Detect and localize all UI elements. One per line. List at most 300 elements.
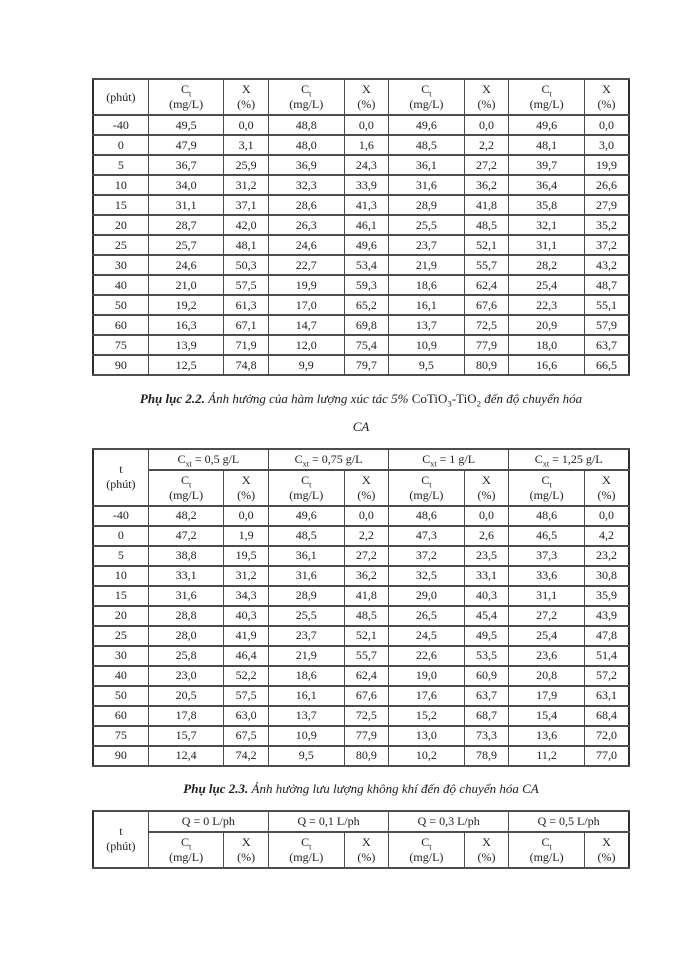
- table-cell: 80,9: [464, 355, 509, 375]
- table-cell: 5: [93, 155, 148, 175]
- table-phu-luc-2-2: [92, 448, 630, 767]
- table-cell: 67,6: [344, 686, 389, 706]
- table-cell: 48,2: [148, 506, 224, 526]
- table-cell: 19,2: [148, 295, 224, 315]
- header-cell: $C_{xt} = 0,75$ g/L: [268, 449, 388, 470]
- table-cell: 24,3: [344, 155, 389, 175]
- table-cell: 50: [93, 295, 148, 315]
- table-row: [93, 686, 629, 706]
- table-cell: 31,2: [224, 175, 269, 195]
- table-cell: 15: [93, 195, 148, 215]
- table-cell: 3,0: [584, 135, 629, 155]
- caption-line: CA: [352, 419, 370, 435]
- table-cell: 25,9: [224, 155, 269, 175]
- table-cell: 48,6: [509, 506, 585, 526]
- table-cell: 20: [93, 606, 148, 626]
- table-cell: 55,7: [464, 255, 509, 275]
- table-cell: 49,6: [268, 506, 344, 526]
- table-cell: 31,2: [224, 566, 269, 586]
- table-cell: 35,8: [509, 195, 585, 215]
- table-cell: 36,9: [268, 155, 344, 175]
- table-cell: 20,8: [509, 666, 585, 686]
- table-cell: 0: [93, 526, 148, 546]
- table-cell: 80,9: [344, 746, 389, 766]
- table-cell: 51,4: [584, 646, 629, 666]
- header-cell: X (%): [224, 79, 269, 115]
- table-cell: 40,3: [224, 606, 269, 626]
- header-cell: $C_{xt} = 1$ g/L: [389, 449, 509, 470]
- table-cell: 55,7: [344, 646, 389, 666]
- table-row: [93, 586, 629, 606]
- table-cell: 32,3: [268, 175, 344, 195]
- table-cell: 32,1: [509, 215, 585, 235]
- table-cell: 42,0: [224, 215, 269, 235]
- header-cell: X (%): [584, 79, 629, 115]
- header-row: [93, 470, 629, 506]
- table-cell: 63,0: [224, 706, 269, 726]
- table-cell: 9,5: [268, 746, 344, 766]
- header-cell: X (%): [344, 470, 389, 506]
- table-cell: 26,6: [584, 175, 629, 195]
- table-cell: 19,5: [224, 546, 269, 566]
- table-cell: 48,1: [224, 235, 269, 255]
- table-cell: 39,7: [509, 155, 585, 175]
- table-cell: 62,4: [344, 666, 389, 686]
- table-cell: 78,9: [464, 746, 509, 766]
- table-header: [93, 79, 629, 115]
- caption-text: Phụ lục 2.3.: [183, 780, 249, 796]
- table-row: [93, 706, 629, 726]
- table-cell: 31,1: [148, 195, 224, 215]
- header-row: [93, 832, 629, 868]
- table-cell: 10: [93, 566, 148, 586]
- table-cell: 0,0: [464, 506, 509, 526]
- table-cell: 77,9: [344, 726, 389, 746]
- header-cell: $C_t$ (mg/L): [148, 79, 224, 115]
- header-cell: X (%): [344, 79, 389, 115]
- table-row: [93, 175, 629, 195]
- table-row: [93, 506, 629, 526]
- table-cell: 21,9: [268, 646, 344, 666]
- table-body: [93, 506, 629, 766]
- table-cell: 75,4: [344, 335, 389, 355]
- table-cell: 25,4: [509, 626, 585, 646]
- table-cell: 21,0: [148, 275, 224, 295]
- table-cell: 25,8: [148, 646, 224, 666]
- table-cell: 60: [93, 706, 148, 726]
- table-cell: 66,5: [584, 355, 629, 375]
- header-cell: $C_t$ (mg/L): [268, 79, 344, 115]
- header-cell: Q = 0,3 L/ph: [389, 811, 509, 832]
- header-cell: $C_t$ (mg/L): [509, 79, 585, 115]
- table-cell: 37,1: [224, 195, 269, 215]
- table-cell: 35,2: [584, 215, 629, 235]
- table-cell: 43,9: [584, 606, 629, 626]
- table-cell: 90: [93, 746, 148, 766]
- table-cell: 5: [93, 546, 148, 566]
- header-cell: $C_t$ (mg/L): [268, 832, 344, 868]
- table-cell: 17,8: [148, 706, 224, 726]
- table-cell: 47,3: [389, 526, 465, 546]
- table-cell: 34,3: [224, 586, 269, 606]
- header-cell: $C_t$ (mg/L): [509, 832, 585, 868]
- table-cell: 57,9: [584, 315, 629, 335]
- table-cell: 22,6: [389, 646, 465, 666]
- table-cell: 50: [93, 686, 148, 706]
- table-cell: 69,8: [344, 315, 389, 335]
- table-cell: 25: [93, 626, 148, 646]
- table-cell: 16,6: [509, 355, 585, 375]
- caption-text: Ảnh hưởng của hàm lượng xúc tác 5%: [204, 391, 412, 406]
- table-cell: 20: [93, 215, 148, 235]
- table-cell: 20,5: [148, 686, 224, 706]
- table-row: [93, 135, 629, 155]
- table-cell: 53,5: [464, 646, 509, 666]
- table-cell: 31,6: [389, 175, 465, 195]
- table-cell: 0,0: [344, 115, 389, 135]
- table-cell: 48,5: [268, 526, 344, 546]
- table-cell: 23,0: [148, 666, 224, 686]
- table-cell: 13,0: [389, 726, 465, 746]
- table-cell: 12,0: [268, 335, 344, 355]
- table-cell: 31,1: [509, 586, 585, 606]
- table-cell: 33,9: [344, 175, 389, 195]
- table-cell: 19,0: [389, 666, 465, 686]
- table-cell: 27,9: [584, 195, 629, 215]
- table-cell: 19,9: [268, 275, 344, 295]
- table-cell: 62,4: [464, 275, 509, 295]
- table-cell: 48,5: [464, 215, 509, 235]
- header-cell: Q = 0,1 L/ph: [268, 811, 388, 832]
- table-cell: 27,2: [344, 546, 389, 566]
- table-cell: 72,5: [344, 706, 389, 726]
- table-appendix-2-1-continued: [92, 78, 630, 376]
- table-cell: 16,1: [389, 295, 465, 315]
- caption-text: Phụ lục 2.2.: [139, 391, 205, 406]
- table-cell: 13,7: [268, 706, 344, 726]
- table-cell: 36,1: [389, 155, 465, 175]
- table-cell: 36,2: [344, 566, 389, 586]
- table-cell: 12,5: [148, 355, 224, 375]
- table-cell: 25,4: [509, 275, 585, 295]
- table-cell: 2,2: [464, 135, 509, 155]
- table-cell: 60,9: [464, 666, 509, 686]
- table-body: [93, 115, 629, 375]
- table-cell: 48,7: [584, 275, 629, 295]
- table-cell: 52,1: [344, 626, 389, 646]
- table-cell: 49,6: [344, 235, 389, 255]
- table-row: [93, 335, 629, 355]
- table-cell: 23,6: [509, 646, 585, 666]
- table-cell: 40: [93, 666, 148, 686]
- table-cell: 50,3: [224, 255, 269, 275]
- table-cell: 17,9: [509, 686, 585, 706]
- table-cell: 63,7: [464, 686, 509, 706]
- header-cell: X (%): [344, 832, 389, 868]
- header-row: [93, 449, 629, 470]
- table-cell: 77,0: [584, 746, 629, 766]
- table-cell: 48,0: [268, 135, 344, 155]
- header-row: [93, 811, 629, 832]
- table-cell: 31,6: [268, 566, 344, 586]
- header-cell: $C_t$ (mg/L): [389, 79, 465, 115]
- table-cell: 47,9: [148, 135, 224, 155]
- table-phu-luc-2-3: [92, 810, 630, 869]
- caption-line: [183, 781, 538, 796]
- table-cell: 41,9: [224, 626, 269, 646]
- table-cell: 18,6: [389, 275, 465, 295]
- table-cell: 23,7: [268, 626, 344, 646]
- table-cell: 57,5: [224, 686, 269, 706]
- table-row: [93, 546, 629, 566]
- table-header: [93, 811, 629, 868]
- table-cell: 16,3: [148, 315, 224, 335]
- table-cell: 47,8: [584, 626, 629, 646]
- table-cell: 28,2: [509, 255, 585, 275]
- header-cell: $C_t$ (mg/L): [148, 832, 224, 868]
- table-row: [93, 315, 629, 335]
- table-cell: 24,6: [268, 235, 344, 255]
- caption-text: đến độ chuyển hóa: [481, 391, 583, 406]
- table-cell: 2,2: [344, 526, 389, 546]
- table-cell: 15: [93, 586, 148, 606]
- table-cell: 28,8: [148, 606, 224, 626]
- table-cell: 74,2: [224, 746, 269, 766]
- table-row: [93, 626, 629, 646]
- table-cell: 33,1: [148, 566, 224, 586]
- table-cell: 0: [93, 135, 148, 155]
- table-cell: 23,5: [464, 546, 509, 566]
- table-cell: 67,5: [224, 726, 269, 746]
- table-cell: 15,7: [148, 726, 224, 746]
- table-cell: 36,7: [148, 155, 224, 175]
- header-cell: $C_t$ (mg/L): [389, 832, 465, 868]
- table-cell: 10,9: [389, 335, 465, 355]
- table-cell: 48,5: [344, 606, 389, 626]
- table-cell: 25,5: [268, 606, 344, 626]
- table-cell: 90: [93, 355, 148, 375]
- table-row: [93, 646, 629, 666]
- table-cell: 13,9: [148, 335, 224, 355]
- table-cell: 0,0: [344, 506, 389, 526]
- table-cell: 72,5: [464, 315, 509, 335]
- table-cell: 33,6: [509, 566, 585, 586]
- table-cell: 40: [93, 275, 148, 295]
- header-cell: $C_t$ (mg/L): [509, 470, 585, 506]
- table-cell: 73,3: [464, 726, 509, 746]
- table-cell: 37,2: [584, 235, 629, 255]
- header-cell: t (phút): [93, 811, 148, 868]
- caption-phu-luc-2-2: [92, 391, 630, 436]
- table-cell: 45,4: [464, 606, 509, 626]
- table-cell: 46,4: [224, 646, 269, 666]
- table-cell: 3,1: [224, 135, 269, 155]
- table-cell: 13,6: [509, 726, 585, 746]
- table-cell: 18,6: [268, 666, 344, 686]
- table-cell: 28,6: [268, 195, 344, 215]
- table-row: [93, 255, 629, 275]
- table-cell: 35,9: [584, 586, 629, 606]
- table-row: [93, 566, 629, 586]
- table-cell: 53,4: [344, 255, 389, 275]
- table-cell: 10: [93, 175, 148, 195]
- table-cell: 24,5: [389, 626, 465, 646]
- table-cell: 26,3: [268, 215, 344, 235]
- table-cell: 26,5: [389, 606, 465, 626]
- table-cell: 30: [93, 255, 148, 275]
- table-cell: 40,3: [464, 586, 509, 606]
- table-cell: 49,6: [509, 115, 585, 135]
- table-cell: 34,0: [148, 175, 224, 195]
- table-cell: 10,2: [389, 746, 465, 766]
- table-cell: 31,6: [148, 586, 224, 606]
- table-cell: 0,0: [464, 115, 509, 135]
- header-cell: X (%): [464, 470, 509, 506]
- table-cell: 15,4: [509, 706, 585, 726]
- table-row: [93, 726, 629, 746]
- table-row: [93, 115, 629, 135]
- header-cell: (phút): [93, 79, 148, 115]
- table-cell: 63,1: [584, 686, 629, 706]
- table-cell: 13,7: [389, 315, 465, 335]
- table-cell: 74,8: [224, 355, 269, 375]
- table-cell: 1,9: [224, 526, 269, 546]
- table-cell: -40: [93, 506, 148, 526]
- caption-text: Ảnh hưởng lưu lượng không khí đến độ chuyển hóa CA: [248, 780, 539, 796]
- header-cell: Q = 0,5 L/ph: [509, 811, 629, 832]
- table-cell: 63,7: [584, 335, 629, 355]
- header-cell: X (%): [464, 832, 509, 868]
- header-cell: X (%): [584, 832, 629, 868]
- table-cell: 25: [93, 235, 148, 255]
- table-cell: 23,7: [389, 235, 465, 255]
- table-cell: 33,1: [464, 566, 509, 586]
- table-row: [93, 155, 629, 175]
- table-cell: 28,7: [148, 215, 224, 235]
- table-cell: 14,7: [268, 315, 344, 335]
- caption-text: CoTiO$_3$-TiO$_2$: [411, 391, 482, 409]
- table-cell: 77,9: [464, 335, 509, 355]
- table-row: [93, 746, 629, 766]
- table-cell: 37,3: [509, 546, 585, 566]
- table-cell: 75: [93, 335, 148, 355]
- table-cell: 72,0: [584, 726, 629, 746]
- table-cell: 68,7: [464, 706, 509, 726]
- table-cell: 79,7: [344, 355, 389, 375]
- table-cell: 23,2: [584, 546, 629, 566]
- page-content: [92, 78, 630, 869]
- table-row: [93, 215, 629, 235]
- table-cell: 25,7: [148, 235, 224, 255]
- table-cell: 41,8: [464, 195, 509, 215]
- table-cell: 55,1: [584, 295, 629, 315]
- table-cell: 30,8: [584, 566, 629, 586]
- table-cell: 52,2: [224, 666, 269, 686]
- table-cell: 22,7: [268, 255, 344, 275]
- header-row: [93, 79, 629, 115]
- table-cell: 37,2: [389, 546, 465, 566]
- table-cell: 0,0: [224, 115, 269, 135]
- caption-phu-luc-2-3: [92, 781, 630, 797]
- table-cell: 38,8: [148, 546, 224, 566]
- table-cell: 43,2: [584, 255, 629, 275]
- table-cell: 28,9: [389, 195, 465, 215]
- table-cell: 36,2: [464, 175, 509, 195]
- table-cell: 0,0: [224, 506, 269, 526]
- table-cell: 46,5: [509, 526, 585, 546]
- table-cell: 0,0: [584, 115, 629, 135]
- table-cell: 60: [93, 315, 148, 335]
- table-cell: 48,5: [389, 135, 465, 155]
- table-cell: 1,6: [344, 135, 389, 155]
- table-cell: 41,3: [344, 195, 389, 215]
- table-cell: 12,4: [148, 746, 224, 766]
- table-cell: 68,4: [584, 706, 629, 726]
- header-cell: X (%): [224, 470, 269, 506]
- table-cell: 67,1: [224, 315, 269, 335]
- table-row: [93, 355, 629, 375]
- table-row: [93, 606, 629, 626]
- table-cell: 57,5: [224, 275, 269, 295]
- table-cell: 75: [93, 726, 148, 746]
- header-cell: X (%): [224, 832, 269, 868]
- table-cell: 28,9: [268, 586, 344, 606]
- table-cell: 48,6: [389, 506, 465, 526]
- table-cell: 18,0: [509, 335, 585, 355]
- table-cell: 27,2: [464, 155, 509, 175]
- table-row: [93, 526, 629, 546]
- table-cell: 61,3: [224, 295, 269, 315]
- table-cell: 59,3: [344, 275, 389, 295]
- table-cell: 0,0: [584, 506, 629, 526]
- table-cell: 17,0: [268, 295, 344, 315]
- table-cell: 22,3: [509, 295, 585, 315]
- table-row: [93, 666, 629, 686]
- table-cell: 46,1: [344, 215, 389, 235]
- table-cell: 27,2: [509, 606, 585, 626]
- table-cell: 21,9: [389, 255, 465, 275]
- header-cell: X (%): [464, 79, 509, 115]
- table-cell: 49,6: [389, 115, 465, 135]
- table-cell: 17,6: [389, 686, 465, 706]
- table-cell: 25,5: [389, 215, 465, 235]
- table-cell: 67,6: [464, 295, 509, 315]
- header-cell: $C_{xt} = 0,5$ g/L: [148, 449, 268, 470]
- table-cell: 9,9: [268, 355, 344, 375]
- table-cell: -40: [93, 115, 148, 135]
- table-cell: 32,5: [389, 566, 465, 586]
- table-row: [93, 295, 629, 315]
- header-cell: $C_{xt} = 1,25$ g/L: [509, 449, 629, 470]
- table-cell: 48,1: [509, 135, 585, 155]
- table-cell: 19,9: [584, 155, 629, 175]
- table-cell: 49,5: [464, 626, 509, 646]
- table-row: [93, 235, 629, 255]
- table-cell: 9,5: [389, 355, 465, 375]
- table-row: [93, 195, 629, 215]
- table-cell: 36,1: [268, 546, 344, 566]
- table-cell: 65,2: [344, 295, 389, 315]
- table-cell: 4,2: [584, 526, 629, 546]
- table-cell: 41,8: [344, 586, 389, 606]
- header-cell: $C_t$ (mg/L): [148, 470, 224, 506]
- header-cell: X (%): [584, 470, 629, 506]
- table-cell: 30: [93, 646, 148, 666]
- header-cell: $C_t$ (mg/L): [268, 470, 344, 506]
- table-cell: 28,0: [148, 626, 224, 646]
- table-cell: 2,6: [464, 526, 509, 546]
- table-cell: 49,5: [148, 115, 224, 135]
